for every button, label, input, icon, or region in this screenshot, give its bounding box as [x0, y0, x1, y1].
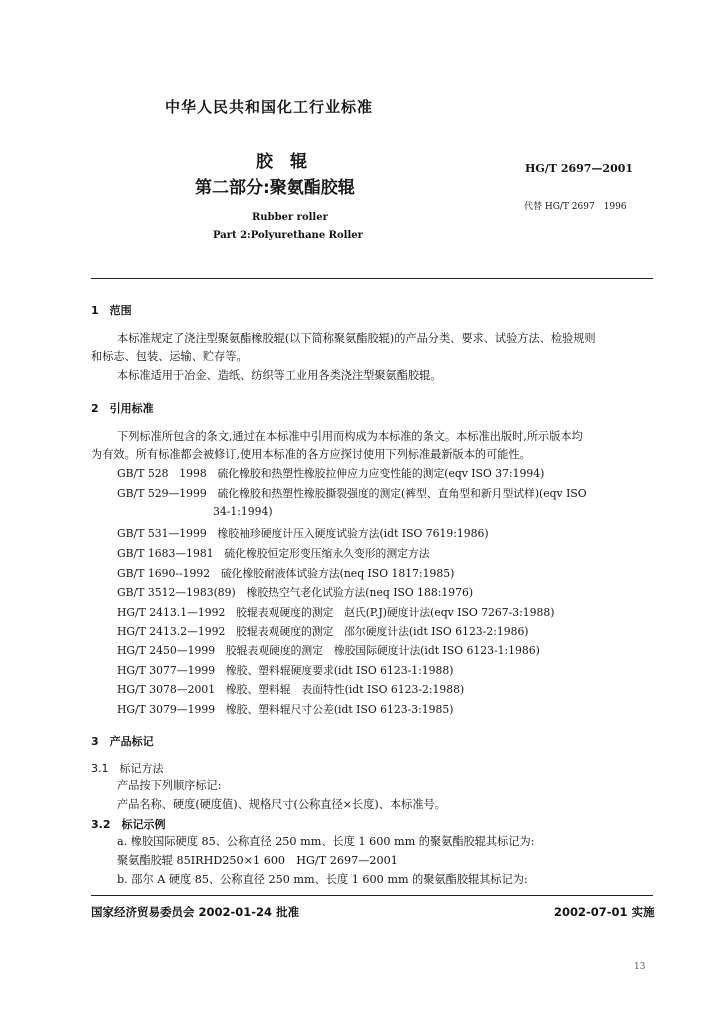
- title-en-main: Rubber roller: [252, 212, 328, 223]
- reference-item: GB/T 531—1999 橡胶袖珍硬度计压入硬度试验方法(idt ISO 7619:1986): [117, 527, 489, 540]
- reference-item: GB/T 1690--1992 硫化橡胶耐液体试验方法(neq ISO 1817:1985): [117, 567, 455, 580]
- section-1-heading: 1 范围: [91, 304, 132, 317]
- example-a: a. 橡胶国际硬度 85、公称直径 250 mm、长度 1 600 mm 的聚氨酯胶辊其标记为:: [117, 835, 535, 848]
- example-b: b. 邵尔 A 硬度 85、公称直径 250 mm、长度 1 600 mm 的聚氨酯胶辊其标记为:: [117, 873, 528, 886]
- section-3-2-heading: 3.2 标记示例: [91, 818, 166, 831]
- section-2-heading: 2 引用标准: [91, 402, 154, 415]
- example-a-marking: 聚氨酯胶辊 85IRHD250×1 600 HG/T 2697—2001: [117, 854, 398, 867]
- reference-item: HG/T 2413.1—1992 胶辊表观硬度的测定 赵氏(P.J)硬度计法(eqv ISO 7267-3:1988): [117, 606, 555, 619]
- section-2-intro-line1: 下列标准所包含的条文,通过在本标准中引用而构成为本标准的条文。本标准出版时,所示版本均: [117, 430, 583, 443]
- reference-item-continued: 34-1:1994): [213, 505, 273, 518]
- section-3-heading: 3 产品标记: [91, 735, 154, 748]
- reference-item: GB/T 3512—1983(89) 橡胶热空气老化试验方法(neq ISO 188:1976): [117, 586, 474, 599]
- approval-note: 国家经济贸易委员会 2002-01-24 批准: [91, 905, 300, 919]
- title-cn-sub: 第二部分:聚氨酯胶辊: [195, 178, 355, 198]
- title-cn-main: 胶 辊: [256, 152, 307, 172]
- header-rule: [91, 278, 653, 279]
- standard-number: HG/T 2697—2001: [525, 162, 634, 175]
- section-3-1-line2: 产品名称、硬度(硬度值)、规格尺寸(公称直径×长度)、本标准号。: [117, 798, 446, 811]
- footer-rule: [91, 895, 653, 896]
- section-1-para1-line2: 和标志、包装、运输、贮存等。: [91, 350, 248, 363]
- reference-item: HG/T 3078—2001 橡胶、塑料辊 表面特性(idt ISO 6123-2:1988): [117, 683, 465, 696]
- implementation-date: 2002-07-01 实施: [554, 905, 655, 919]
- reference-item: GB/T 529—1999 硫化橡胶和热塑性橡胶撕裂强度的测定(裤型、直角型和新月型试样)(eqv ISO: [117, 487, 587, 500]
- replaces-note: 代替 HG/T 2697 1996: [524, 202, 627, 212]
- section-1-para2: 本标准适用于冶金、造纸、纺织等工业用各类浇注型聚氨酯胶辊。: [117, 369, 442, 382]
- issuing-org: 中华人民共和国化工行业标准: [165, 98, 374, 116]
- section-3-1-line1: 产品按下列顺序标记:: [117, 779, 222, 792]
- title-en-sub: Part 2:Polyurethane Roller: [213, 230, 363, 241]
- reference-item: HG/T 2413.2—1992 胶辊表观硬度的测定 邵尔硬度计法(idt ISO 6123-2:1986): [117, 625, 529, 638]
- section-3-1-heading: 3.1 标记方法: [91, 762, 164, 775]
- reference-item: GB/T 1683—1981 硫化橡胶恒定形变压缩永久变形的测定方法: [117, 547, 430, 560]
- page-number: 13: [634, 962, 646, 972]
- reference-item: HG/T 2450—1999 胶辊表观硬度的测定 橡胶国际硬度计法(idt ISO 6123-1:1986): [117, 644, 540, 657]
- section-2-intro-line2: 为有效。所有标准都会被修订,使用本标准的各方应探讨使用下列标准最新版本的可能性。: [91, 448, 531, 461]
- reference-item: HG/T 3079—1999 橡胶、塑料辊尺寸公差(idt ISO 6123-3:1985): [117, 703, 454, 716]
- reference-item: HG/T 3077—1999 橡胶、塑料辊硬度要求(idt ISO 6123-1:1988): [117, 664, 454, 677]
- section-1-para1-line1: 本标准规定了浇注型聚氨酯橡胶辊(以下简称聚氨酯胶辊)的产品分类、要求、试验方法、检验规则: [117, 332, 596, 345]
- reference-item: GB/T 528 1998 硫化橡胶和热塑性橡胶拉伸应力应变性能的测定(eqv ISO 37:1994): [117, 467, 545, 480]
